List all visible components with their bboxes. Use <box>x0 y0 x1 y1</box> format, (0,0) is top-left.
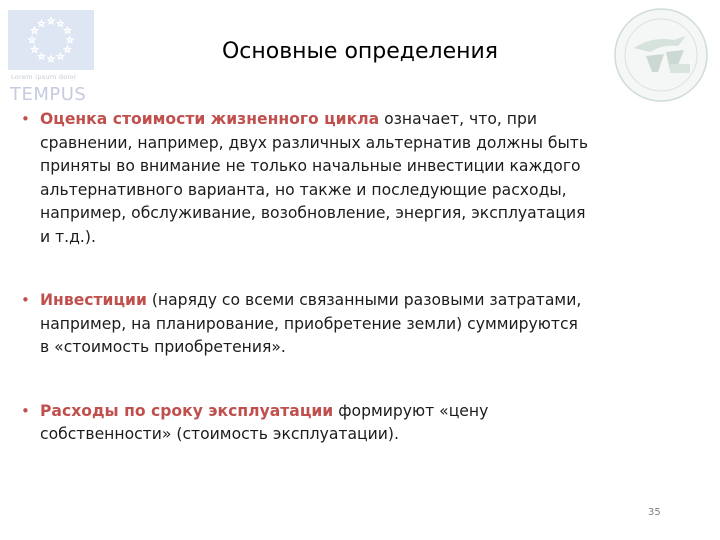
star-icon <box>64 27 70 33</box>
definition-line: сравнении, например, двух различных альтернатив должны быть <box>40 133 589 152</box>
definition-line: собственности» (стоимость эксплуатации). <box>40 425 399 443</box>
bullet-icon: • <box>21 401 30 420</box>
term: Расходы по сроку эксплуатации <box>40 401 334 420</box>
eu-caption: Lorem ipsum dolor <box>11 73 77 81</box>
page-number: 35 <box>648 507 661 518</box>
definition-line: означает, что, при <box>379 110 538 128</box>
star-icon <box>32 27 38 33</box>
star-icon <box>38 20 44 26</box>
bullet-icon: • <box>21 291 30 309</box>
tempus-wordmark: TEMPUS <box>10 84 87 105</box>
definition-line: в «стоимость приобретения». <box>40 338 286 356</box>
bullet-icon: • <box>21 110 30 128</box>
definition-line: например, на планирование, приобретение земли) суммируются <box>40 314 578 333</box>
star-icon <box>48 18 54 24</box>
page-title: Основные определения <box>221 39 499 64</box>
definition-line: например, обслуживание, возобновление, энергия, эксплуатация <box>40 204 586 222</box>
definition-line: (наряду со всеми связанными разовыми затратами, <box>146 291 582 309</box>
term: Оценка стоимости жизненного цикла <box>40 110 380 128</box>
term: Инвестиции <box>40 291 147 309</box>
definition-line: формируют «цену <box>333 401 489 420</box>
star-icon <box>57 20 63 26</box>
list-item <box>18 289 708 360</box>
bullet-list <box>18 108 708 487</box>
list-item <box>18 108 708 249</box>
definition-line: приняты во внимание не только начальные инвестиции каждого <box>40 157 581 175</box>
definition-line: и т.д.). <box>40 227 96 246</box>
list-item <box>18 400 708 447</box>
definition-line: альтернативного варианта, но также и последующие расходы, <box>40 180 567 199</box>
